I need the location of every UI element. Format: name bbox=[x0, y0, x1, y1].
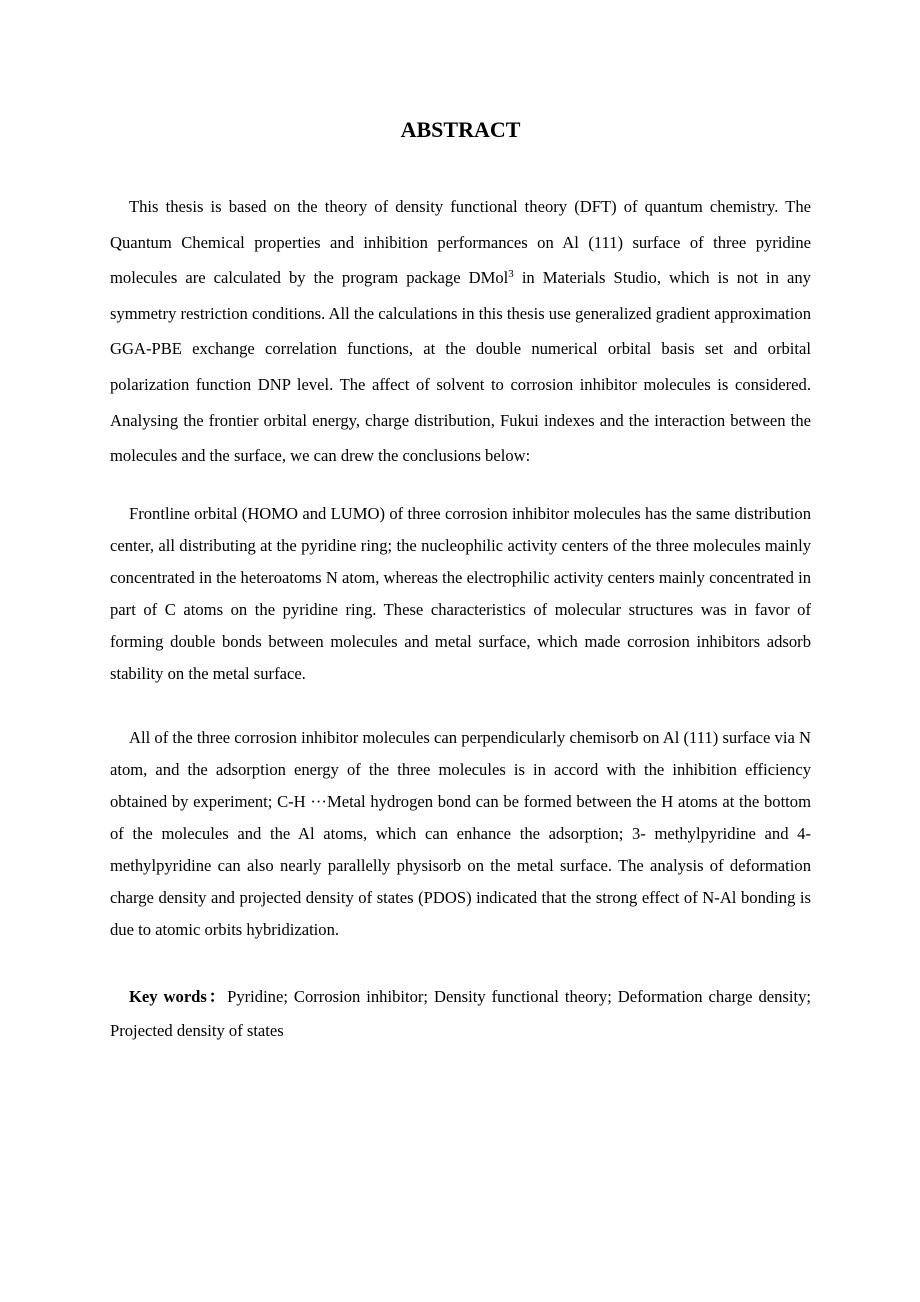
abstract-title: ABSTRACT bbox=[400, 117, 521, 142]
paragraph-1-text-b: in Materials Studio, which is not in any symmetry restriction conditions. All the calculations in this thesis use generalized gradient approximation GGA-PBE exchange correlation functions, at the double numerical orbital basis set and orbital polarization function DNP level. The affect of solvent to corrosion inhibitor molecules is considered. Analysing the frontier orbital energy, charge distribution, Fukui indexes and the interaction between the molecules and the surface, we can drew the conclusions below: bbox=[110, 268, 811, 466]
abstract-paragraph-2: Frontline orbital (HOMO and LUMO) of three corrosion inhibitor molecules has the same distribution center, all distributing at the pyridine ring; the nucleophilic activity centers of the three molecules mainly concentrated in the heteroatoms N atom, whereas the electrophilic activity centers mainly concentrated in part of C atoms on the pyridine ring. These characteristics of molecular structures was in favor of forming double bonds between molecules and metal surface, which made corrosion inhibitors adsorb stability on the metal surface. bbox=[110, 504, 811, 683]
superscript-3: 3 bbox=[508, 268, 514, 281]
paragraph-1-text-a: This thesis is based on the theory of density functional theory (DFT) of quantum chemistry. The Quantum Chemical properties and inhibition performances on Al (111) surface of three pyridine molecules are calculated by the program package DMol bbox=[110, 197, 811, 288]
keywords-paragraph bbox=[110, 980, 811, 1048]
abstract-paragraph-3: All of the three corrosion inhibitor molecules can perpendicularly chemisorb on Al (111) surface via N atom, and the adsorption energy of the three molecules is in accord with the inhibition efficiency obtained by experiment; C-H ···Metal hydrogen bond can be formed between the H atoms at the bottom of the molecules and the Al atoms, which can enhance the adsorption; 3- methylpyridine and 4- methylpyridine can also nearly parallelly physisorb on the metal surface. The analysis of deformation charge density and projected density of states (PDOS) indicated that the strong effect of N-Al bonding is due to atomic orbits hybridization. bbox=[110, 728, 811, 939]
abstract-paragraph-1 bbox=[110, 189, 811, 474]
keywords-label: Key words： bbox=[129, 987, 228, 1006]
keywords-text: Pyridine; Corrosion inhibitor; Density functional theory; Deformation charge density; Projected density of states bbox=[110, 987, 811, 1040]
